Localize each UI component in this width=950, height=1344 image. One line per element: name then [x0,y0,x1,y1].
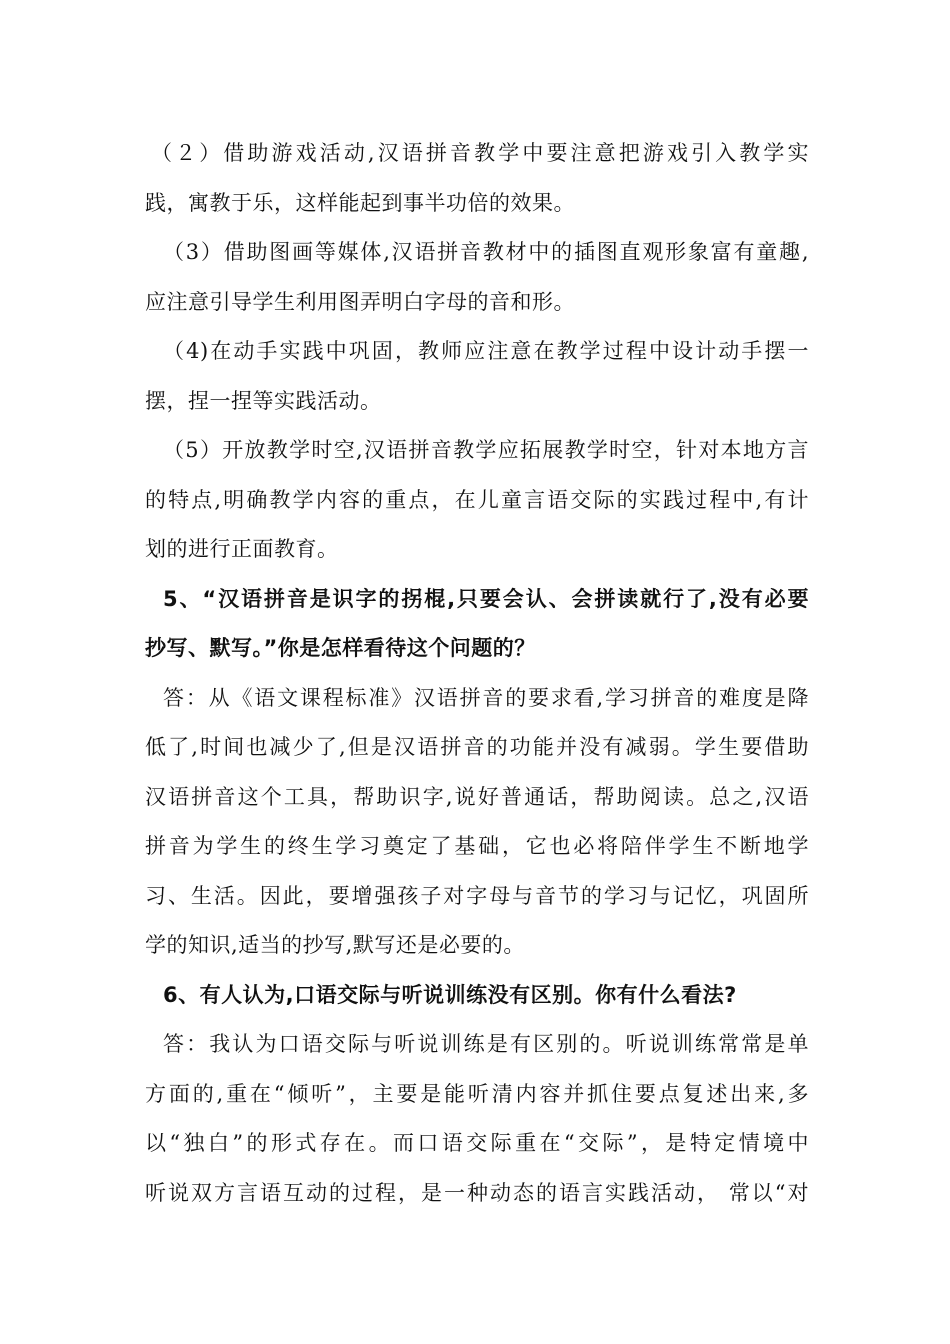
question-5-line-2: 抄写、默写。”你是怎样看待这个问题的？ [145,636,536,660]
paragraph-4-line-1: （4)在动手实践中巩固，教师应注意在教学过程中设计动手摆一 [163,339,809,363]
answer-5-line-5: 习、生活。因此，要增强孩子对字母与音节的学习与记忆，巩固所 [145,884,809,908]
paragraph-2-line-2: 践，寓教于乐，这样能起到事半功倍的效果。 [145,191,575,215]
answer-6-line-4: 听说双方言语互动的过程，是一种动态的语言实践活动， 常以“对 [145,1181,809,1205]
paragraph-2-line-1: （２）借助游戏活动,汉语拼音教学中要注意把游戏引入教学实 [151,141,809,165]
answer-6-line-2: 方面的,重在“倾听”，主要是能听清内容并抓住要点复述出来,多 [145,1082,809,1106]
answer-5-line-6: 学的知识,适当的抄写,默写还是必要的。 [145,933,525,957]
question-5-line-1: 5、“汉语拼音是识字的拐棍,只要会认、会拼读就行了,没有必要 [163,587,809,611]
paragraph-5-line-1: （5）开放教学时空,汉语拼音教学应拓展教学时空，针对本地方言 [163,438,809,462]
paragraph-4-line-2: 摆，捏一捏等实践活动。 [145,389,382,413]
answer-5-line-1: 答：从《语文课程标准》汉语拼音的要求看,学习拼音的难度是降 [163,686,809,710]
answer-5-line-3: 汉语拼音这个工具，帮助识字,说好普通话，帮助阅读。总之,汉语 [145,785,809,809]
paragraph-3-line-1: （3）借助图画等媒体,汉语拼音教材中的插图直观形象富有童趣, [163,240,809,264]
answer-6-line-1: 答：我认为口语交际与听说训练是有区别的。听说训练常常是单 [163,1032,809,1056]
answer-5-line-2: 低了,时间也减少了,但是汉语拼音的功能并没有减弱。学生要借助 [145,735,809,759]
answer-6-line-3: 以“独白”的形式存在。而口语交际重在“交际”，是特定情境中 [145,1131,809,1155]
paragraph-3-line-2: 应注意引导学生利用图弄明白字母的音和形。 [145,290,575,314]
paragraph-5-line-2: 的特点,明确教学内容的重点，在儿童言语交际的实践过程中,有计 [145,488,809,512]
question-6-line-1: 6、有人认为,口语交际与听说训练没有区别。你有什么看法? [163,983,737,1007]
paragraph-5-line-3: 划的进行正面教育。 [145,537,339,561]
answer-5-line-4: 拼音为学生的终生学习奠定了基础，它也必将陪伴学生不断地学 [145,834,809,858]
